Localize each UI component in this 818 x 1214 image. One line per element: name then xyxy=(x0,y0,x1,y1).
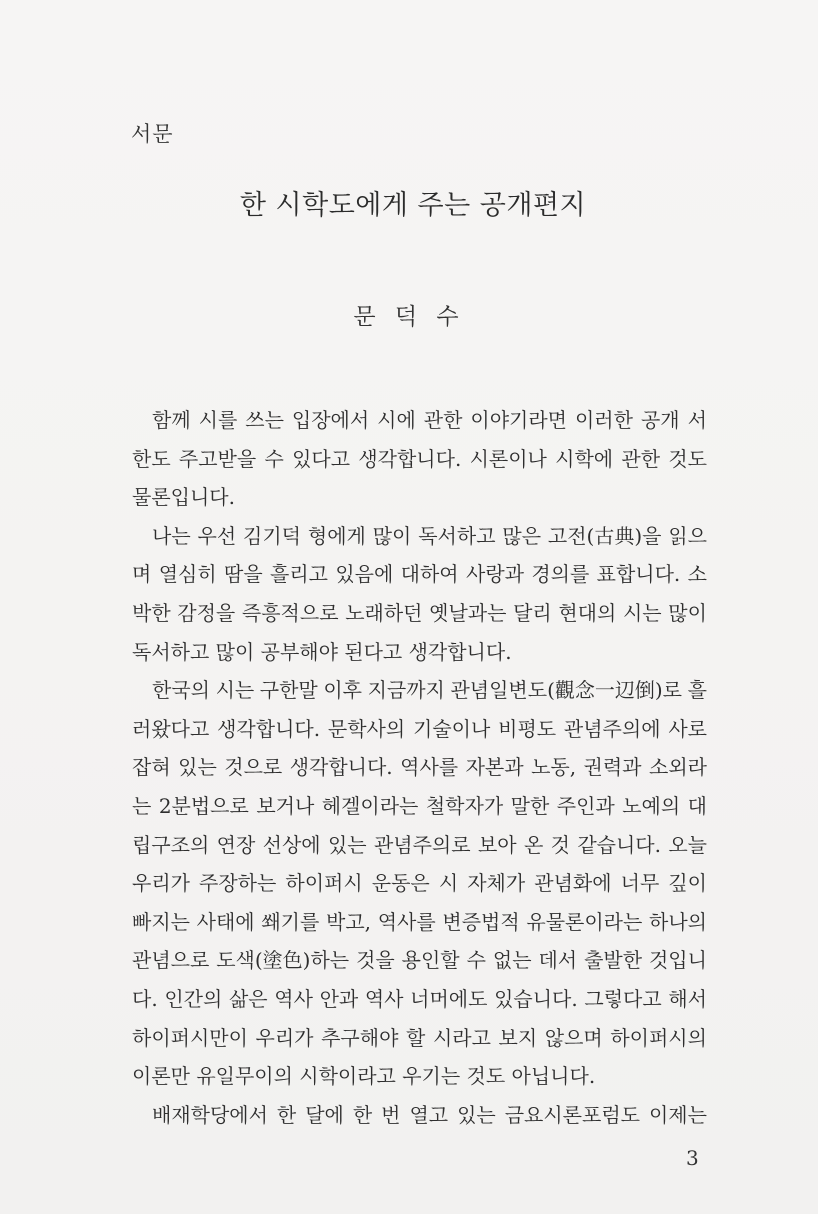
word: 땀을 xyxy=(224,562,263,587)
word: 용인할 xyxy=(401,948,460,973)
word: 관한 xyxy=(423,408,463,432)
word: 한국의 xyxy=(152,678,210,703)
word: 데서 xyxy=(538,948,578,973)
word: 함께 xyxy=(152,408,191,432)
word: 역사를 xyxy=(377,909,436,934)
text-line xyxy=(132,671,707,710)
word: 도색(塗色)하는 xyxy=(216,948,350,973)
word: 것을 xyxy=(356,948,395,973)
word: 흘 xyxy=(687,678,707,703)
word: 이제는 xyxy=(648,1102,707,1127)
word: 있다고 xyxy=(292,446,351,471)
word: 관한 xyxy=(621,446,661,471)
word: 쓰는 xyxy=(245,408,284,432)
word: 관념주의에 xyxy=(563,716,661,741)
word: 선상에 xyxy=(262,832,321,857)
word: 수 xyxy=(466,948,486,973)
word: 김기덕 xyxy=(243,523,301,548)
word: 것 xyxy=(550,832,570,857)
word: 헤겔이라는 xyxy=(321,793,419,818)
word: 있습니다. xyxy=(494,986,578,1011)
word: 노동, xyxy=(531,755,577,780)
author-name: 문 덕 수 xyxy=(353,304,465,330)
word: 지금까지 xyxy=(367,678,445,703)
word: 같습니다. xyxy=(577,832,661,857)
word: 하이퍼시만이 xyxy=(132,1025,248,1050)
word: 추구해야 xyxy=(321,1025,399,1050)
word: 보거나 xyxy=(256,793,315,818)
text-line: 독서하고 많이 공부해야 된다고 생각합니다. xyxy=(132,639,512,664)
text-line xyxy=(132,787,707,826)
word: 고전(古典)을 xyxy=(547,523,662,548)
word: 감정을 xyxy=(177,600,236,625)
word: 수 xyxy=(264,446,284,471)
word: 는 xyxy=(132,793,152,818)
text-line xyxy=(132,440,707,479)
word: 자본과 xyxy=(465,755,524,780)
text-line xyxy=(132,941,707,980)
word: 관념일변도(觀念一辺倒)로 xyxy=(450,678,682,703)
text-line xyxy=(132,555,707,594)
word: 독서하고 xyxy=(418,523,496,548)
word: 관념주의로 xyxy=(373,832,471,857)
word: 번 xyxy=(381,1102,401,1127)
word: 입장에서 xyxy=(291,408,370,432)
word: 변증법적 xyxy=(442,909,520,934)
word: 배재학당에서 xyxy=(152,1102,268,1127)
word: 있는 xyxy=(327,832,367,857)
word: 말한 xyxy=(510,793,550,818)
text-line xyxy=(132,710,707,749)
word: 역사 xyxy=(364,986,404,1011)
word: 2분법으로 xyxy=(158,793,249,818)
word: 구한말 xyxy=(259,678,318,703)
word: 며 xyxy=(132,562,152,587)
word: 사태에 xyxy=(196,909,255,934)
word: 박한 xyxy=(132,600,171,625)
word: 립구조의 xyxy=(132,832,210,857)
text-line xyxy=(132,517,707,556)
word: 박고, xyxy=(326,909,372,934)
word: 잡혀 xyxy=(132,755,171,780)
word: 노래하던 xyxy=(345,600,423,625)
text-line xyxy=(132,748,707,787)
word: 생각합니다. xyxy=(358,446,462,471)
word: 이야기라면 xyxy=(470,408,567,432)
word: 기술이나 xyxy=(413,716,491,741)
word: 달리 xyxy=(513,600,552,625)
word: 시라고 xyxy=(432,1025,491,1050)
word: 대하여 xyxy=(400,562,459,587)
word: 않으며 xyxy=(544,1025,603,1050)
word: 많은 xyxy=(502,523,542,548)
word: 이후 xyxy=(323,678,362,703)
word: 사로 xyxy=(668,716,707,741)
word: 시론이나 xyxy=(469,446,547,471)
word: 시에 xyxy=(377,408,416,432)
word: 것으로 xyxy=(224,755,283,780)
word: 옛날과는 xyxy=(429,600,507,625)
word: 온 xyxy=(523,832,544,857)
word: 열심히 xyxy=(158,562,217,587)
word: 연장 xyxy=(216,832,256,857)
word: 금요시론포럼도 xyxy=(504,1102,640,1127)
word: 보아 xyxy=(477,832,517,857)
word: 것도 xyxy=(668,446,707,471)
word: 출발한 xyxy=(584,948,643,973)
word: 보지 xyxy=(498,1025,538,1050)
word: 유물론이라는 xyxy=(526,909,643,934)
word: 역사를 xyxy=(400,755,459,780)
word: 문학사의 xyxy=(327,716,406,741)
word: 인간의 xyxy=(164,986,223,1011)
text-line xyxy=(132,1019,707,1058)
page-title: 한 시학도에게 주는 공개편지 xyxy=(239,190,587,221)
word: 할 xyxy=(406,1025,426,1050)
text-line xyxy=(132,903,707,942)
word: 관념화에 xyxy=(534,871,612,896)
section-label: 서문 xyxy=(131,122,174,146)
word: 시는 xyxy=(622,600,662,625)
word: 철학자가 xyxy=(425,793,504,818)
word: 공개 xyxy=(640,408,680,432)
word: 소 xyxy=(687,562,707,587)
word: 너머에도 xyxy=(410,986,488,1011)
word: 즉흥적으로 xyxy=(241,600,339,625)
word: 주인과 xyxy=(556,793,615,818)
word: 열고 xyxy=(409,1102,449,1127)
word: 것입니 xyxy=(648,948,707,973)
word: 생각합니다. xyxy=(217,716,321,741)
word: 깊이 xyxy=(668,871,707,896)
word: 우리가 xyxy=(132,871,190,896)
word: 하이퍼시의 xyxy=(610,1025,707,1050)
text-line: 이론만 유일무이의 시학이라고 우기는 것도 아닙니다. xyxy=(132,1064,596,1089)
word: 비평도 xyxy=(498,716,557,741)
word: 한 xyxy=(352,1102,373,1127)
word: 형에게 xyxy=(307,523,366,548)
word: 노예의 xyxy=(622,793,681,818)
text-line xyxy=(132,980,707,1019)
word: 이러한 xyxy=(574,408,633,432)
text-line xyxy=(132,401,707,440)
word: 시를 xyxy=(198,408,238,432)
word: 흘리고 xyxy=(270,562,328,587)
word: 있음에 xyxy=(335,562,394,587)
word: 읽으 xyxy=(668,523,707,548)
word: 많이 xyxy=(668,600,707,625)
word: 주고받을 xyxy=(178,446,257,471)
word: 우리가 xyxy=(255,1025,314,1050)
word: 권력과 xyxy=(583,755,642,780)
word: 너무 xyxy=(620,871,660,896)
word: 시학에 xyxy=(555,446,614,471)
word: 서 xyxy=(687,408,707,432)
word: 쐐기를 xyxy=(261,909,320,934)
word: 하나의 xyxy=(649,909,707,934)
word: 시 xyxy=(438,871,459,896)
word: 관념으로 xyxy=(132,948,210,973)
word: 역사 xyxy=(274,986,313,1011)
word: 안과 xyxy=(319,986,359,1011)
word: 자체가 xyxy=(467,871,526,896)
word: 시는 xyxy=(215,678,255,703)
word: 대 xyxy=(687,793,707,818)
word: 현대의 xyxy=(558,600,617,625)
word: 운동은 xyxy=(371,871,430,896)
word: 소외라 xyxy=(649,755,707,780)
word: 생각합니다. xyxy=(289,755,393,780)
word: 있는 xyxy=(457,1102,496,1127)
word: 한 xyxy=(276,1102,297,1127)
word: 오늘 xyxy=(668,832,707,857)
text-line: 물론입니다. xyxy=(132,485,235,510)
word: 경의를 xyxy=(531,562,590,587)
word: 빠지는 xyxy=(132,909,190,934)
page-number: 3 xyxy=(686,1146,699,1170)
body-text xyxy=(132,401,707,1134)
word: 사랑과 xyxy=(466,562,524,587)
word: 표합니다. xyxy=(596,562,681,587)
word: 한도 xyxy=(132,446,171,471)
word: 해서 xyxy=(668,986,707,1011)
text-line xyxy=(132,1096,707,1135)
word: 다. xyxy=(132,986,158,1011)
text-line xyxy=(132,826,707,865)
word: 없는 xyxy=(492,948,532,973)
word: 하이퍼시 xyxy=(285,871,363,896)
word: 나는 xyxy=(152,523,191,548)
text-line xyxy=(132,594,707,633)
word: 그렇다고 xyxy=(584,986,662,1011)
word: 우선 xyxy=(197,523,237,548)
word: 삶은 xyxy=(228,986,268,1011)
word: 러왔다고 xyxy=(132,716,210,741)
word: 달에 xyxy=(305,1102,344,1127)
text-line xyxy=(132,864,707,903)
word: 있는 xyxy=(178,755,217,780)
word: 많이 xyxy=(372,523,412,548)
word: 주장하는 xyxy=(199,871,277,896)
